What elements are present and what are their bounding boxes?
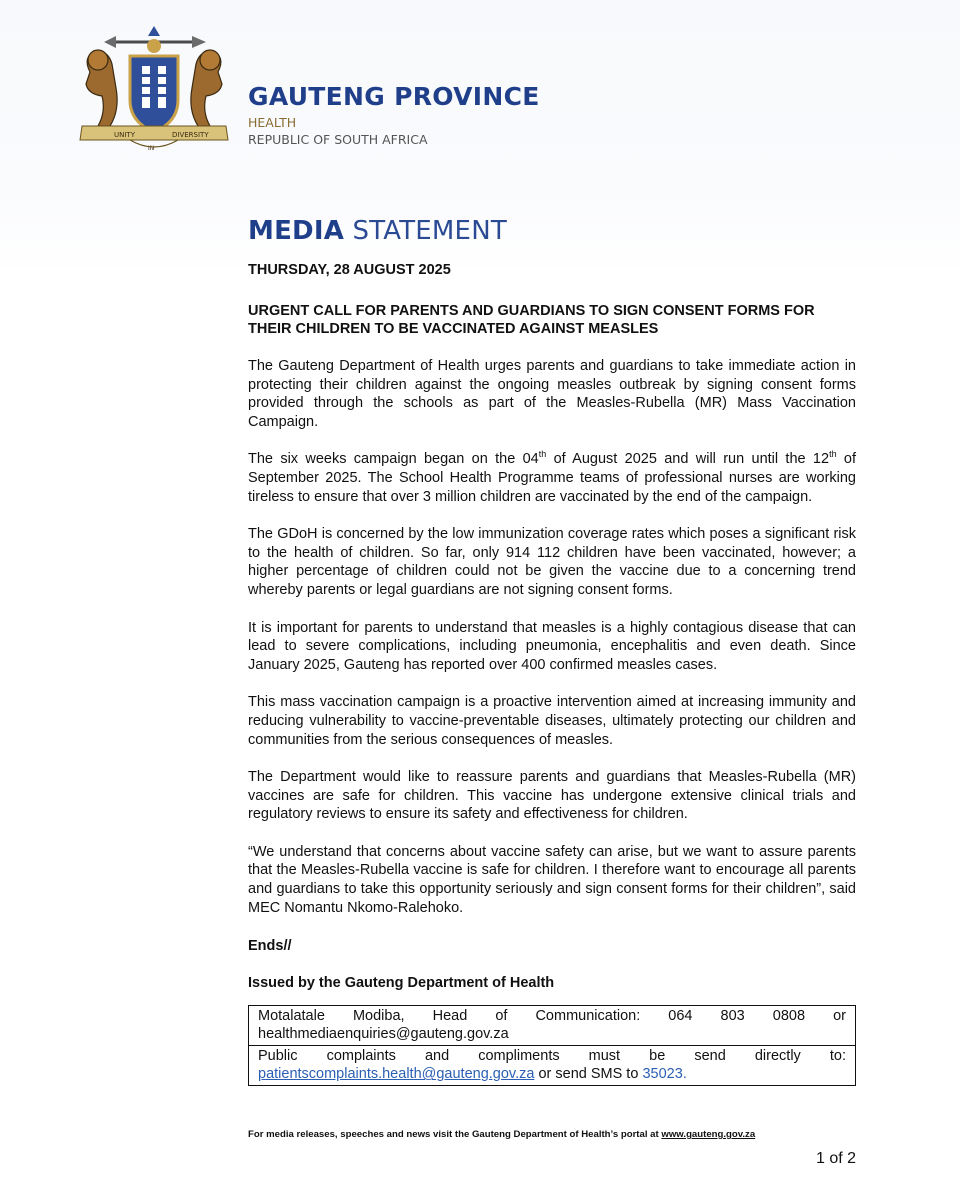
paragraph-7: “We understand that concerns about vaccine safety can arise, but we want to assure parents that the Measles-Rubella vaccine is safe for children. I therefore want to encourage all parents and guardians to take this opportunity seriously and sign consent forms for their children”, said MEC Nomantu Nkomo-Ralehoko. <box>248 843 856 916</box>
letterhead-brand <box>248 82 540 148</box>
paragraph-2-sup-2: th <box>829 449 837 460</box>
department-label: HEALTH <box>248 115 297 130</box>
contact-row-complaints <box>249 1046 856 1086</box>
complaints-email-link[interactable]: patientscomplaints.health@gauteng.gov.za <box>258 1066 535 1083</box>
contact-row-media <box>249 1006 856 1046</box>
contact-cell-media <box>249 1006 856 1046</box>
ends-marker: Ends// <box>248 938 292 955</box>
complaints-sms-text: or send SMS to <box>534 1066 643 1083</box>
heading-bold: MEDIA <box>248 216 345 246</box>
paragraph-2-part-1: The six weeks campaign began on the 04 <box>248 451 539 468</box>
media-statement-heading <box>248 214 507 248</box>
crest-motto-2: IN <box>148 145 155 152</box>
paragraph-4: It is important for parents to understand that measles is a highly contagious disease that can lead to severe complications, including pneumonia, encephalitis and even death. Since January 2025, Gauteng has reported over 400 confirmed measles cases. <box>248 619 856 673</box>
contacts-table <box>248 1005 856 1086</box>
paragraph-6: The Department would like to reassure parents and guardians that Measles-Rubella (MR) vaccines are safe for children. This vaccine has undergone extensive clinical trials and regulatory reviews to ensure its safety and effectiveness for children. <box>248 769 856 823</box>
media-contact-line: Motalatale Modiba, Head of Communication: 064 803 0808 or <box>258 1008 846 1025</box>
page-number: 1 of 2 <box>815 1150 856 1167</box>
crest-motto-1: UNITY <box>114 131 135 139</box>
issued-by: Issued by the Gauteng Department of Health <box>248 975 555 992</box>
media-contact-email: healthmediaenquiries@gauteng.gov.za <box>258 1026 509 1043</box>
paragraph-2-sup-1: th <box>538 449 547 460</box>
statement-headline: URGENT CALL FOR PARENTS AND GUARDIANS TO SIGN CONSENT FORMS FOR THEIR CHILDREN TO BE VACCINATED AGAINST MEASLES <box>248 303 815 337</box>
heading-light: STATEMENT <box>352 216 507 246</box>
paragraph-2-part-2: of August 2025 and will run until the 12 <box>546 451 830 468</box>
statement-date: THURSDAY, 28 AUGUST 2025 <box>248 262 451 278</box>
paragraph-2 <box>248 450 856 506</box>
paragraph-2-part-3: of September 2025. The School Health Programme teams of professional nurses are working tireless to ensure that over 3 million children are vaccinated by the end of the campaign. <box>248 451 856 505</box>
footer-text: For media releases, speeches and news visit the Gauteng Department of Health’s portal at <box>248 1129 662 1140</box>
paragraph-3: The GDoH is concerned by the low immunization coverage rates which poses a significant risk to the health of children. So far, only 914 112 children have been vaccinated, however; a higher percentage of children could not be given the vaccine due to a concerning trend whereby parents or legal guardians are not signing consent forms. <box>248 526 856 598</box>
statement-body <box>248 262 856 1086</box>
province-title: GAUTENG PROVINCE <box>248 82 540 111</box>
contact-cell-complaints <box>249 1046 856 1086</box>
crest-motto-3: DIVERSITY <box>172 131 209 139</box>
footer-note <box>248 1129 856 1141</box>
paragraph-1: The Gauteng Department of Health urges parents and guardians to take immediate action in protecting their children against the ongoing measles outbreak by signing consent forms provided through the schools as part of the Measles-Rubella (MR) Mass Vaccination Campaign. <box>248 358 856 430</box>
footer-portal-link[interactable]: www.gauteng.gov.za <box>661 1129 756 1140</box>
paragraph-5: This mass vaccination campaign is a proactive intervention aimed at increasing immunity and reducing vulnerability to vaccine-preventable diseases, ultimately protecting our children and communities from the serious consequences of measles. <box>248 694 856 748</box>
complaints-line: Public complaints and compliments must be send directly to: <box>258 1048 846 1065</box>
country-label: REPUBLIC OF SOUTH AFRICA <box>248 132 428 147</box>
complaints-sms-number[interactable]: 35023. <box>642 1066 687 1083</box>
coat-of-arms-icon <box>68 22 240 154</box>
